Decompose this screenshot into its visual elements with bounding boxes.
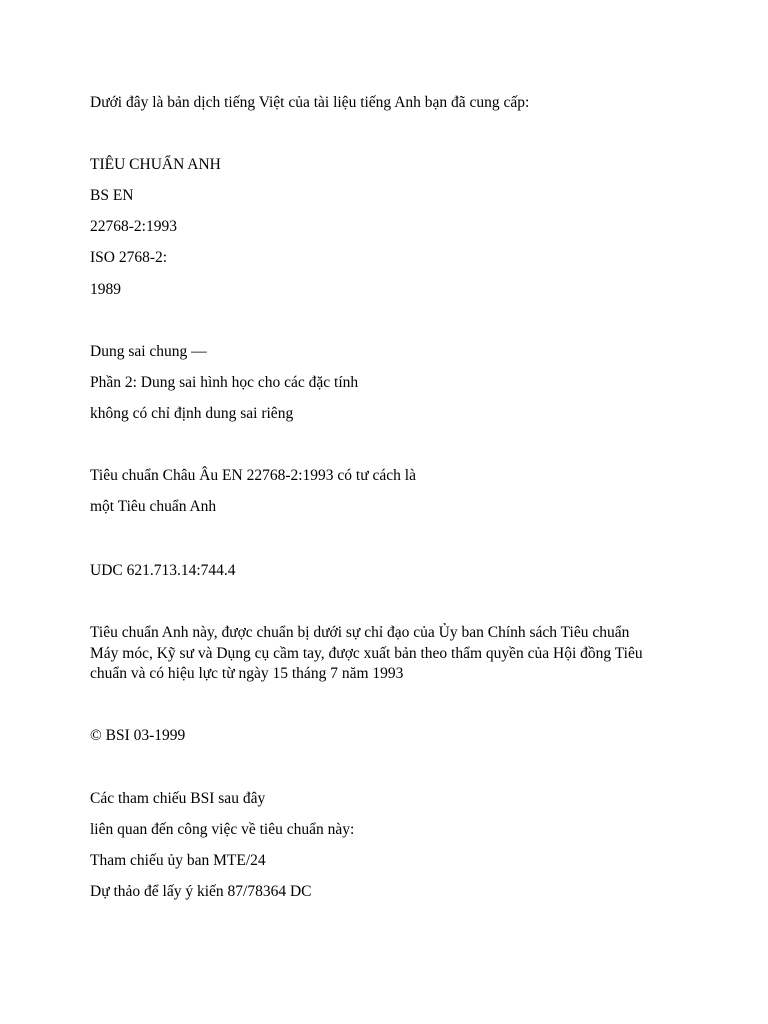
document-title-line: không có chỉ định dung sai riêng — [90, 405, 294, 422]
publication-line: Máy móc, Kỹ sư và Dụng cụ cầm tay, được xuất bản theo thẩm quyền của Hội đồng Tiêu — [90, 645, 643, 662]
intro-text: Dưới đây là bản dịch tiếng Việt của tài liệu tiếng Anh bạn đã cung cấp: — [90, 94, 530, 111]
reference-line: liên quan đến công việc về tiêu chuẩn này: — [90, 821, 355, 838]
publication-line: Tiêu chuẩn Anh này, được chuẩn bị dưới sự chỉ đạo của Ủy ban Chính sách Tiêu chuẩn — [90, 624, 630, 641]
status-line: một Tiêu chuẩn Anh — [90, 498, 217, 515]
copyright-notice: © BSI 03-1999 — [90, 727, 186, 744]
udc-code: UDC 621.713.14:744.4 — [90, 562, 236, 579]
reference-line: Các tham chiếu BSI sau đây — [90, 790, 266, 807]
document-title-line: Dung sai chung — — [90, 343, 207, 360]
standard-header-line: 22768-2:1993 — [90, 218, 177, 235]
reference-line: Tham chiếu ủy ban MTE/24 — [90, 852, 266, 869]
status-line: Tiêu chuẩn Châu Âu EN 22768-2:1993 có tư cách là — [90, 467, 416, 484]
standard-header-line: TIÊU CHUẨN ANH — [90, 156, 221, 173]
standard-header-line: BS EN — [90, 187, 134, 204]
standard-header-line: 1989 — [90, 281, 121, 298]
standard-header-line: ISO 2768-2: — [90, 249, 168, 266]
reference-line: Dự thảo để lấy ý kiến 87/78364 DC — [90, 883, 312, 900]
publication-line: chuẩn và có hiệu lực từ ngày 15 tháng 7 năm 1993 — [90, 665, 404, 682]
document-title-line: Phần 2: Dung sai hình học cho các đặc tính — [90, 374, 359, 391]
